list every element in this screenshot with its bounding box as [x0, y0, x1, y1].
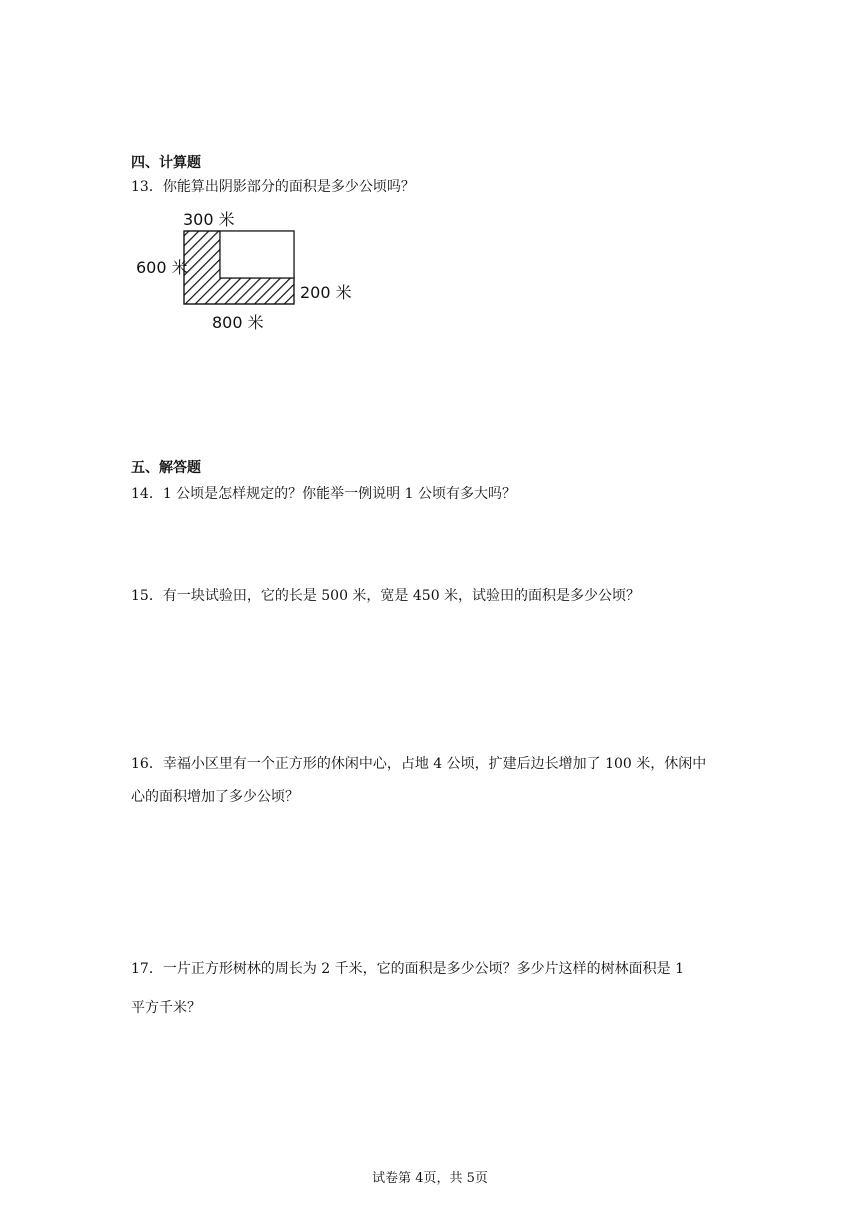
- question-13: 13．你能算出阴影部分的面积是多少公顷吗？: [131, 179, 415, 195]
- question-17-line2: 平方千米？: [131, 1000, 201, 1016]
- label-left: 600 米: [136, 258, 188, 277]
- unshaded-rectangle: [220, 231, 294, 278]
- question-16-line2: 心的面积增加了多少公顷？: [131, 789, 299, 805]
- question-16-line1: 16．幸福小区里有一个正方形的休闲中心，占地 4 公顷，扩建后边长增加了 100 米，休闲中: [131, 756, 707, 772]
- question-15: 15．有一块试验田，它的长是 500 米，宽是 450 米，试验田的面积是多少公顷？: [131, 588, 641, 604]
- section-title-calculation: 四、计算题: [131, 155, 201, 171]
- page-footer: 试卷第 4页，共 5页: [372, 1171, 488, 1186]
- section-title-answer: 五、解答题: [131, 460, 201, 476]
- label-right: 200 米: [300, 283, 352, 302]
- label-bottom: 800 米: [212, 313, 264, 332]
- shaded-area-figure: [130, 200, 370, 340]
- question-17-line1: 17．一片正方形树林的周长为 2 千米，它的面积是多少公顷？多少片这样的树林面积是 1: [131, 961, 684, 977]
- question-14: 14．1 公顷是怎样规定的？你能举一例说明 1 公顷有多大吗？: [131, 486, 516, 502]
- label-top: 300 米: [183, 210, 235, 229]
